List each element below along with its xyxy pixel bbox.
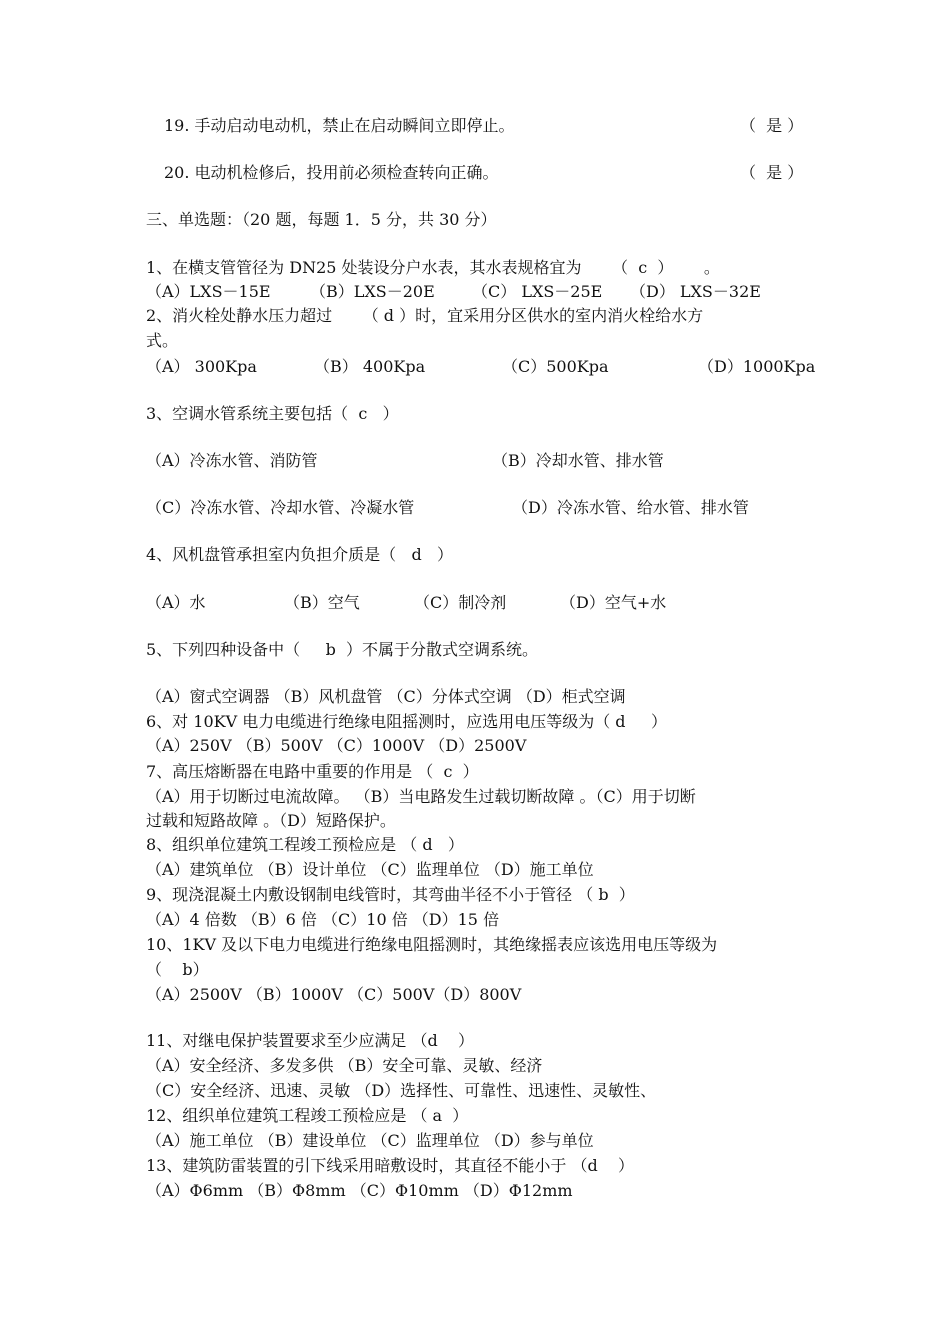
q3-option-a: （A）冷冻水管、消防管 <box>146 451 318 470</box>
q13-stem: 13、建筑防雷装置的引下线采用暗敷设时，其直径不能小于 （d ） <box>146 1156 635 1175</box>
q13-options: （A）Φ6mm （B）Φ8mm （C）Φ10mm （D）Φ12mm <box>146 1181 573 1200</box>
q6-stem: 6、对 10KV 电力电缆进行绝缘电阻摇测时，应选用电压等级为（ d ） <box>146 712 667 731</box>
q10-stem-line1: 10、1KV 及以下电力电缆进行绝缘电阻摇测时，其绝缘摇表应该选用电压等级为 <box>146 935 718 954</box>
q4-option-c: （C）制冷剂 <box>414 593 507 612</box>
q11-stem: 11、对继电保护装置要求至少应满足 （d ） <box>146 1031 475 1050</box>
tf-question-19: 19. 手动启动电动机，禁止在启动瞬间立即停止。 <box>164 116 515 135</box>
tf-answer-19: （ 是 ） <box>740 116 804 135</box>
q12-stem: 12、组织单位建筑工程竣工预检应是 （ a ） <box>146 1106 469 1125</box>
q2-option-d: （D）1000Kpa <box>698 357 816 376</box>
q2-stem-line2: 式。 <box>146 331 179 350</box>
q7-stem: 7、高压熔断器在电路中重要的作用是 （ c ） <box>146 762 479 781</box>
q7-options-line2: 过载和短路故障 。（D）短路保护。 <box>146 811 396 830</box>
q2-stem-line1: 2、消火栓处静水压力超过 （ d ）时，宜采用分区供水的室内消火栓给水方 <box>146 306 704 325</box>
q1-option-a: （A）LXS－15E <box>146 282 271 301</box>
q5-stem: 5、下列四种设备中（ b ）不属于分散式空调系统。 <box>146 640 539 659</box>
q3-option-c: （C）冷冻水管、冷却水管、冷凝水管 <box>146 498 415 517</box>
q4-option-d: （D）空气+水 <box>560 593 667 612</box>
q1-stem: 1、在横支管管径为 DN25 处装设分户水表，其水表规格宜为 （ c ） 。 <box>146 258 720 277</box>
q2-option-b: （B） 400Kpa <box>314 357 426 376</box>
q12-options: （A）施工单位 （B）建设单位 （C）监理单位 （D）参与单位 <box>146 1131 594 1150</box>
tf-question-20: 20. 电动机检修后，投用前必须检查转向正确。 <box>164 163 499 182</box>
q10-stem-line2: （ b） <box>146 960 209 979</box>
q5-options: （A）窗式空调器 （B）风机盘管 （C）分体式空调 （D）柜式空调 <box>146 687 626 706</box>
q8-stem: 8、组织单位建筑工程竣工预检应是 （ d ） <box>146 835 464 854</box>
q9-options: （A）4 倍数 （B）6 倍 （C）10 倍 （D）15 倍 <box>146 910 500 929</box>
q3-option-b: （B）冷却水管、排水管 <box>492 451 664 470</box>
q8-options: （A）建筑单位 （B）设计单位 （C）监理单位 （D）施工单位 <box>146 860 594 879</box>
q7-options-line1: （A）用于切断过电流故障。 （B）当电路发生过载切断故障 。（C）用于切断 <box>146 787 696 806</box>
q2-option-a: （A） 300Kpa <box>146 357 257 376</box>
q2-option-c: （C）500Kpa <box>502 357 609 376</box>
q11-options-line2: （C）安全经济、迅速、灵敏 （D）选择性、可靠性、迅速性、灵敏性、 <box>146 1081 657 1100</box>
tf-answer-20: （ 是 ） <box>740 163 804 182</box>
q3-stem: 3、空调水管系统主要包括（ c ） <box>146 404 399 423</box>
q10-options: （A）2500V （B）1000V （C）500V（D）800V <box>146 985 522 1004</box>
q1-option-b: （B）LXS－20E <box>310 282 435 301</box>
q1-option-d: （D） LXS－32E <box>630 282 761 301</box>
q9-stem: 9、现浇混凝土内敷设钢制电线管时，其弯曲半径不小于管径 （ b ） <box>146 885 635 904</box>
q4-option-a: （A）水 <box>146 593 206 612</box>
q1-option-c: （C） LXS－25E <box>472 282 603 301</box>
q3-option-d: （D）冷冻水管、给水管、排水管 <box>512 498 749 517</box>
section-title: 三、单选题：（20 题，每题 1．5 分，共 30 分） <box>146 210 497 229</box>
q11-options-line1: （A）安全经济、多发多供 （B）安全可靠、灵敏、经济 <box>146 1056 543 1075</box>
q4-option-b: （B）空气 <box>284 593 360 612</box>
q4-stem: 4、风机盘管承担室内负担介质是（ d ） <box>146 545 453 564</box>
q6-options: （A）250V （B）500V （C）1000V （D）2500V <box>146 736 527 755</box>
